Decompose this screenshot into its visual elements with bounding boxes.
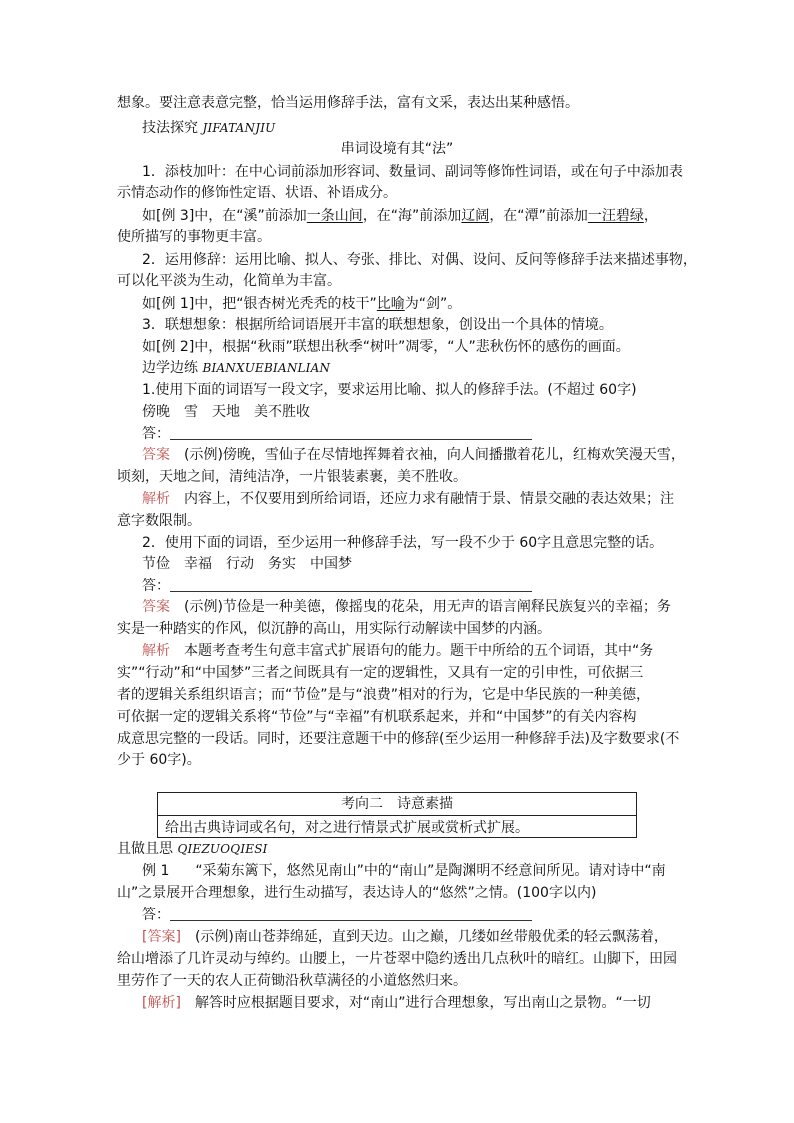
paragraph-line: 1．添枝加叶：在中心词前添加形容词、数量词、副词等修饰性词语，或在句子中添加表 [142, 164, 683, 180]
paragraph-line: 实是一种踏实的作风，似沉静的高山，用实际行动解读中国梦的内涵。 [117, 621, 551, 637]
topic-box [157, 792, 637, 838]
section-heading-bianxue [142, 358, 330, 378]
underlined-phrase: 辽阔 [461, 208, 490, 224]
text-segment: 如[例 1]中，把“银杏树光秃秃的枝干” [142, 296, 377, 312]
answer-tag: 答案 [142, 599, 170, 615]
example-label: 例 1 [142, 863, 170, 879]
answer-line-1 [142, 424, 532, 444]
paragraph-line: 者的逻辑关系组织语言；而“节俭”是与“浪费”相对的行为，它是中华民族的一种美德， [117, 687, 651, 703]
paragraph-line: 3．联想想象：根据所给词语展开丰富的联想想象，创设出一个具体的情境。 [142, 317, 613, 333]
example-paragraph [142, 206, 658, 226]
text-segment: ，在“海”前添加 [362, 208, 462, 224]
paragraph-line: 山”之景展开合理想象，进行生动描写，表达诗人的“悠然”之情。(100字以内) [117, 885, 597, 901]
topic-box-title: 考向二 诗意素描 [158, 793, 636, 816]
explanation-tag: [解析] [142, 995, 181, 1011]
word: 中国梦 [310, 556, 352, 572]
paragraph-line: 2．运用修辞：运用比喻、拟人、夸张、排比、对偶、设问、反问等修辞手法来描述事物， [142, 252, 697, 268]
subsection-title: 串词设境有其“法” [340, 141, 454, 157]
answer-label: 答： [142, 907, 170, 923]
question-2: 2．使用下面的词语，至少运用一种修辞手法，写一段不少于 60字且意思完整的话。 [142, 535, 664, 551]
explanation-tag: 解析 [142, 643, 170, 659]
paragraph-line: 少于 60字)。 [117, 752, 201, 768]
answer-text: (示例)节俭是一种美德，像摇曳的花朵，用无声的语言阐释民族复兴的幸福；务 [184, 599, 671, 615]
text-segment: 为“剑”。 [404, 296, 462, 312]
paragraph-line: 可依据一定的逻辑关系将“节俭”与“幸福”有机联系起来，并和“中国梦”的有关内容构 [117, 709, 637, 725]
paragraph-line: 使所描写的事物更丰富。 [117, 229, 271, 245]
section-heading-cn: 且做且思 [117, 841, 173, 857]
paragraph-line: 里劳作了一天的农人正荷锄沿秋草满径的小道悠然归来。 [117, 973, 467, 989]
explanation-3 [142, 993, 651, 1013]
answer-line-3 [142, 905, 532, 925]
question-1: 1.使用下面的词语写一段文字，要求运用比喻、拟人的修辞手法。(不超过 60字) [142, 382, 637, 398]
word: 美不胜收 [254, 404, 310, 420]
underlined-phrase: 一条山间 [306, 208, 363, 224]
answer-2 [142, 597, 671, 617]
answer-blank [170, 577, 532, 592]
section-heading-cn: 技法探究 [142, 120, 198, 136]
paragraph-line: 顷刻，天地之间，清纯洁净，一片银装素裹，美不胜收。 [117, 469, 467, 485]
topic-box-body: 给出古典诗词或名句，对之进行情景式扩展或赏析式扩展。 [165, 820, 529, 836]
example-paragraph [142, 294, 461, 314]
answer-label: 答： [142, 578, 170, 594]
answer-3 [142, 927, 668, 947]
section-heading-qiezuo [117, 839, 268, 859]
word: 节俭 [142, 556, 170, 572]
text-segment: ， [643, 208, 658, 224]
explanation-text: 内容上，不仅要用到所给词语，还应力求有融情于景、情景交融的表达效果；注 [184, 491, 674, 507]
section-heading-en: QIEZUOQIESI [177, 842, 268, 856]
explanation-2 [142, 641, 653, 661]
word: 天地 [212, 404, 240, 420]
example-text: “采菊东篱下，悠然见南山”中的“南山”是陶渊明不经意间所见。请对诗中“南 [195, 863, 666, 879]
underlined-phrase: 比喻 [376, 296, 405, 312]
word: 务实 [268, 556, 296, 572]
answer-tag: 答案 [142, 447, 170, 463]
word-list-1 [142, 402, 310, 422]
explanation-text: 本题考查考生句意丰富式扩展语句的能力。题干中所给的五个词语，其中“务 [184, 643, 654, 659]
paragraph-line: 如[例 2]中，根据“秋雨”联想出秋季“树叶”凋零，“人”悲秋伤怀的感伤的画面。 [142, 339, 630, 355]
explanation-1 [142, 489, 674, 509]
underlined-phrase: 一汪碧绿 [587, 208, 644, 224]
text-segment: 如[例 3]中，在“溪”前添加 [142, 208, 307, 224]
answer-label: 答： [142, 426, 170, 442]
section-heading-jifatanjiu [142, 118, 275, 138]
paragraph-line: 可以化平淡为生动，化简单为丰富。 [117, 273, 341, 289]
explanation-tag: 解析 [142, 491, 170, 507]
paragraph-line: 实”“行动”和“中国梦”三者之间既具有一定的逻辑性，又具有一定的引申性，可依据三 [117, 665, 644, 681]
text-segment: ，在“潭”前添加 [489, 208, 588, 224]
paragraph-line: 意字数限制。 [117, 513, 201, 529]
section-heading-en: BIANXUEBIANLIAN [202, 361, 331, 375]
word: 傍晚 [142, 404, 170, 420]
word-list-2 [142, 554, 352, 574]
paragraph-line: 想象。要注意表意完整，恰当运用修辞手法，富有文采，表达出某种感悟。 [117, 95, 579, 111]
explanation-text: 解答时应根据题目要求，对“南山”进行合理想象，写出南山之景物。“一切 [194, 995, 651, 1011]
answer-blank [170, 425, 532, 440]
paragraph-line: 给山增添了几许灵动与绰约。山腰上，一片苍翠中隐约透出几点秋叶的暗红。山脚下，田园 [117, 951, 677, 967]
word: 行动 [226, 556, 254, 572]
paragraph-line: 成意思完整的一段话。同时，还要注意题干中的修辞(至少运用一种修辞手法)及字数要求(不 [117, 731, 680, 747]
answer-1 [142, 445, 685, 465]
answer-line-2 [142, 576, 532, 596]
word: 雪 [184, 404, 198, 420]
section-heading-en: JIFATANJIU [202, 121, 276, 135]
word: 幸福 [184, 556, 212, 572]
answer-text: (示例)傍晚，雪仙子在尽情地挥舞着衣袖，向人间播撒着花儿，红梅欢笑漫天雪， [184, 447, 685, 463]
answer-tag: [答案] [142, 929, 181, 945]
example-1 [142, 861, 666, 881]
answer-blank [170, 906, 532, 921]
section-heading-cn: 边学边练 [142, 360, 198, 376]
paragraph-line: 示情态动作的修饰性定语、状语、补语成分。 [117, 185, 397, 201]
answer-text: (示例)南山苍莽绵延，直到天边。山之巅，几缕如丝带般优柔的轻云飘荡着， [194, 929, 668, 945]
